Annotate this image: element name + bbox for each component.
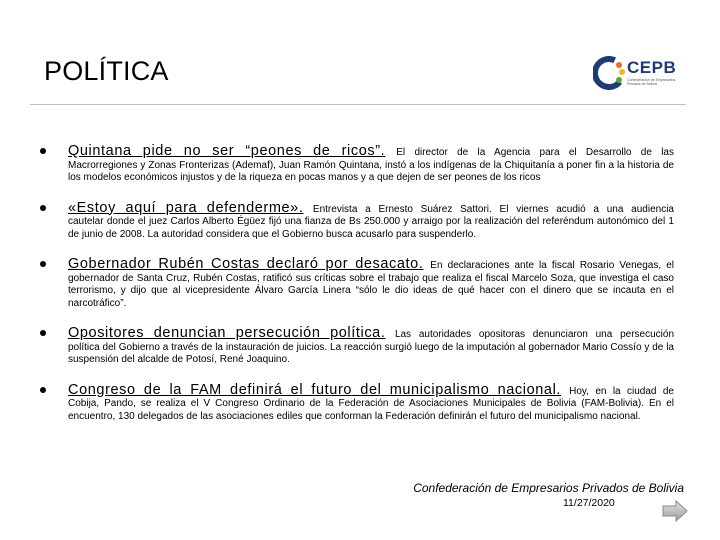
logo-wordmark: CEPB <box>627 58 677 77</box>
cepb-logo-mark-icon <box>593 56 627 90</box>
news-list <box>40 143 674 438</box>
bullet-icon <box>40 148 46 154</box>
news-first-line <box>68 325 674 342</box>
title-divider <box>30 104 686 105</box>
news-text: gobernador de Santa Cruz, Rubén Costas, ratificó sus críticas sobre el trabajo que realiza el fiscal Marcelo Soza, que investiga el caso terrorismo, y dijo que al vicepresidente Álvaro García Linera “sólo le dio ideas de qué hacer con el dinero que se incauta en el narcotráfico”. <box>68 272 674 309</box>
news-first-line <box>68 382 674 399</box>
news-text-lead: En declaraciones ante la fiscal Rosario Venegas, el <box>430 260 675 271</box>
news-item <box>40 200 674 242</box>
news-first-line <box>68 143 674 160</box>
news-text-lead: Las autoridades opositoras denunciaron una persecución <box>394 329 674 340</box>
news-headline[interactable]: Congreso de la FAM definirá el futuro del municipalismo nacional. <box>68 381 562 398</box>
news-item <box>40 325 674 367</box>
news-text-lead: Hoy, en la ciudad de <box>569 385 674 397</box>
news-text: política del Gobierno a través de la instauración de juicios. La reacción surgió luego de la imputación al gobernador Mario Cossío y de la suspensión del alcalde de Potosí, René Joaquino. <box>68 341 674 365</box>
footer-date: 11/27/2020 <box>563 497 615 509</box>
news-headline[interactable]: «Estoy aquí para defenderme». <box>68 199 304 216</box>
news-headline[interactable]: Opositores denuncian persecución política. <box>68 325 386 341</box>
news-headline[interactable]: Quintana pide no ser “peones de ricos”. <box>68 143 386 159</box>
news-text-lead: Entrevista a Ernesto Suárez Sattori. El viernes acudió a una audiencia <box>312 203 674 215</box>
news-first-line <box>68 256 674 273</box>
news-headline[interactable]: Gobernador Rubén Costas declaró por desacato. <box>68 256 424 272</box>
news-text-lead: El director de la Agencia para el Desarrollo de las <box>396 147 674 158</box>
news-text: Macrorregiones y Zonas Fronterizas (Ademaf), Juan Ramón Quintana, instó a los indígenas de la Chiquitanía a poner fin a la historia de los modelos económicos injustos y de la riqueza en pocas manos y a que dejen de ser peones de los ricos <box>68 159 674 183</box>
bullet-icon <box>40 330 46 336</box>
news-item <box>40 256 674 310</box>
cepb-logo <box>593 56 677 90</box>
news-text: cautelar donde el juez Carlos Alberto Égüez fijó una fianza de Bs 250.000 y arraigo por la realización del referéndum autonómico del 1 de junio de 2008. La autoridad considera que el Gobierno busca acusarlo para suspenderlo. <box>68 216 674 240</box>
news-item <box>40 143 674 185</box>
logo-subtitle: Confederación de Empresarios Privados de Bolivia <box>627 78 676 86</box>
news-item <box>40 382 674 424</box>
news-first-line <box>68 200 674 217</box>
news-text: Cobija, Pando, se realiza el V Congreso Ordinario de la Federación de Asociaciones Municipales de Bolivia (FAM-Bolivia). En el encuentro, 130 delegados de las asociaciones ediles que conforman la Federación definirán el futuro del municipalismo nacional. <box>68 398 674 422</box>
bullet-icon <box>40 261 46 267</box>
bullet-icon <box>40 387 46 393</box>
page-title: POLÍTICA <box>44 56 169 86</box>
footer-organization: Confederación de Empresarios Privados de Bolivia <box>413 481 684 495</box>
next-arrow-icon[interactable] <box>662 500 688 522</box>
bullet-icon <box>40 205 46 211</box>
